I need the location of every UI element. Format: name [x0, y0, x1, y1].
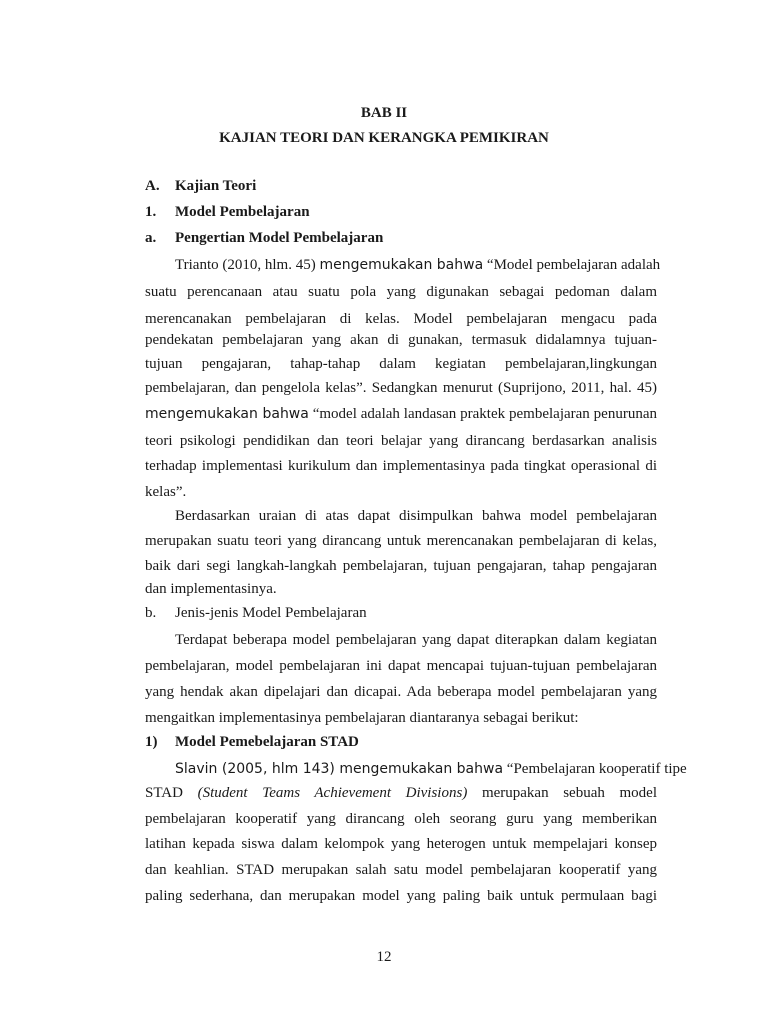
p4-text-1a: Slavin (2005, hlm 143) mengemukakan bahwa [175, 761, 504, 777]
p1-text-7b: “model adalah landasan praktek pembelajaran penurunan [308, 406, 657, 422]
p4-line-6: paling sederhana, dan merupakan model yang paling baik untuk permulaan bagi [145, 888, 657, 904]
p4-text-2b: (Student Teams Achievement Divisions) [197, 785, 468, 801]
p2-line-4: dan implementasinya. [145, 581, 277, 597]
p4-line-5: dan keahlian. STAD merupakan salah satu model pembelajaran kooperatif yang [145, 862, 657, 878]
p1-line-4: pendekatan pembelajaran yang akan di gunakan, termasuk didalamnya tujuan- [145, 332, 657, 348]
p1-line-8: teori psikologi pendidikan dan teori belajar yang dirancang berdasarkan analisis [145, 433, 657, 449]
p4-line-1 [175, 760, 687, 778]
section-1-label: Model Pembelajaran [175, 204, 310, 220]
p2-line-1: Berdasarkan uraian di atas dapat disimpulkan bahwa model pembelajaran [175, 508, 657, 524]
section-stad-marker: 1) [145, 734, 158, 750]
p3-line-1: Terdapat beberapa model pembelajaran yang dapat diterapkan dalam kegiatan [175, 632, 657, 648]
p1-text-1b: mengemukakan bahwa [319, 257, 484, 273]
p4-line-2 [145, 784, 657, 802]
p1-text-7a: mengemukakan bahwa [145, 406, 309, 422]
p1-line-3: merencanakan pembelajaran di kelas. Model pembelajaran mengacu pada [145, 311, 657, 327]
section-1a-label: Pengertian Model Pembelajaran [175, 230, 384, 246]
p1-line-5: tujuan pengajaran, tahap-tahap dalam kegiatan pembelajaran,lingkungan [145, 356, 657, 372]
section-1b-marker: b. [145, 605, 157, 621]
section-1b-label: Jenis-jenis Model Pembelajaran [175, 605, 367, 621]
p3-line-2: pembelajaran, model pembelajaran ini dapat mencapai tujuan-tujuan pembelajaran [145, 658, 657, 674]
p1-line-7 [145, 405, 657, 423]
p2-line-3: baik dari segi langkah-langkah pembelajaran, tujuan pengajaran, tahap pengajaran [145, 558, 657, 574]
p4-text-2a: STAD [145, 785, 198, 801]
p1-line-9: terhadap implementasi kurikulum dan implementasinya pada tingkat operasional di [145, 458, 657, 474]
p4-text-2c: merupakan sebuah model [467, 785, 658, 801]
section-a-label: Kajian Teori [175, 178, 257, 194]
section-a-marker: A. [145, 178, 160, 194]
chapter-title: KAJIAN TEORI DAN KERANGKA PEMIKIRAN [219, 130, 549, 146]
p1-line-1 [175, 256, 661, 274]
p1-line-6: pembelajaran, dan pengelola kelas”. Sedangkan menurut (Suprijono, 2011, hal. 45) [145, 380, 657, 396]
p3-line-4: mengaitkan implementasinya pembelajaran diantaranya sebagai berikut: [145, 710, 579, 726]
p1-line-2: suatu perencanaan atau suatu pola yang digunakan sebagai pedoman dalam [145, 284, 657, 300]
p2-line-2: merupakan suatu teori yang dirancang untuk merencanakan pembelajaran di kelas, [145, 533, 657, 549]
p1-line-10: kelas”. [145, 484, 187, 500]
p4-text-1b: “Pembelajaran kooperatif tipe [503, 761, 687, 777]
section-1a-marker: a. [145, 230, 157, 246]
page-number: 12 [376, 949, 392, 965]
section-1-marker: 1. [145, 204, 157, 220]
chapter-number: BAB II [360, 105, 408, 121]
p4-line-3: pembelajaran kooperatif yang dirancang oleh seorang guru yang memberikan [145, 811, 657, 827]
p1-text-1c: “Model pembelajaran adalah [483, 257, 661, 273]
p4-line-4: latihan kepada siswa dalam kelompok yang heterogen untuk mempelajari konsep [145, 836, 657, 852]
section-stad-label: Model Pemebelajaran STAD [175, 734, 359, 750]
p3-line-3: yang hendak akan dipelajari dan dicapai. Ada beberapa model pembelajaran yang [145, 684, 657, 700]
p1-text-1a: Trianto (2010, hlm. 45) [175, 257, 320, 273]
